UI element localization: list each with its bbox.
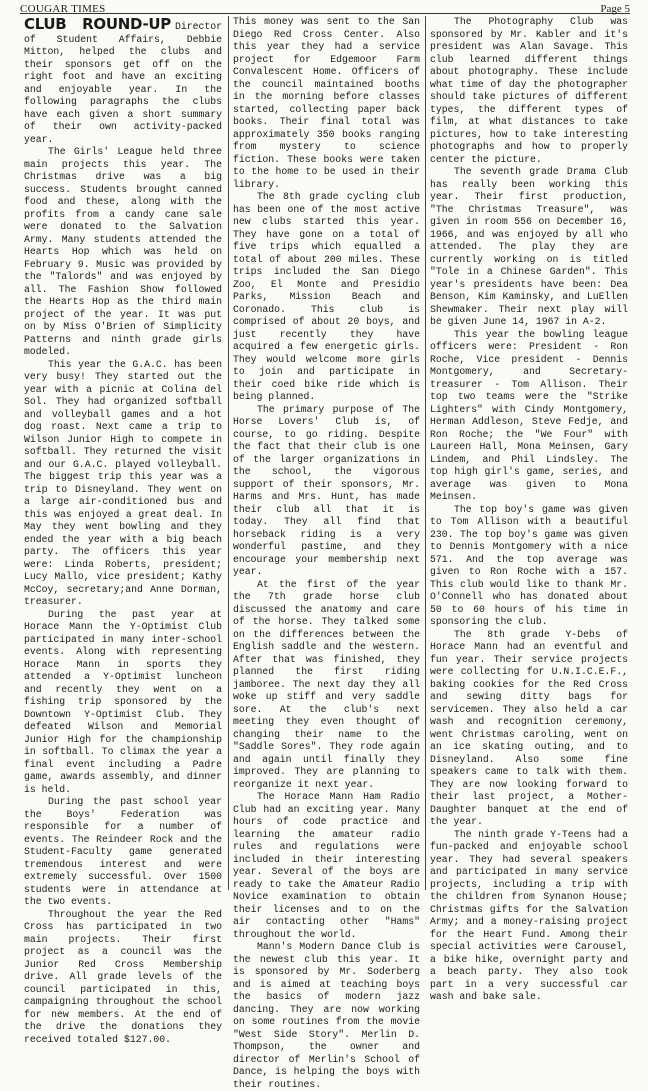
article-paragraph: The top boy's game was given to Tom Allison with a beautiful 230. The top boy's game was given to Dennis Montgomery with a nice 571. And the top average was given to Ron Roche with a 157. This club would like to thank Mr. O'Connell who has donated about 50 to 60 hours of his time in sponsoring the club. bbox=[430, 503, 628, 627]
article-paragraph: At the first of the year the 7th grade horse club discussed the anatomy and care of the horse. They talked some on the differences between the English saddle and the western. After that was finished, they planned the first riding jamboree. The next day they all woke up stiff and very saddle sore. At the club's next meeting they even thought of changing their name to the "Saddle Sores". They rode again and again until finally they improved. They are planning to reorganize it next year. bbox=[233, 578, 420, 790]
article-paragraph: During the past year at Horace Mann the Y-Optimist Club participated in many inter-school events. Along with representing Horace Mann in sports they attended a Y-Optimist luncheon and recently they went on a fishing trip sponsored by the Downtown Y-Optimist Club. They defeated Wilson and Memorial Junior High for the championship in softball. To climax the year a final event including a Padre game, awards assembly, and dinner is held. bbox=[24, 608, 222, 795]
publication-name: COUGAR TIMES bbox=[20, 3, 106, 15]
article-paragraph: This year the bowling league officers were: President - Ron Roche, Vice president - Dennis Montgomery, and Secretary-treasurer - Tom Allison. Their top two teams were the "Strike Lighters" with Cindy Montgomery, Herman Addleson, Steve Fedje, and Ron Roche; the "We Four" with Laureen Hall, Mona Meinsen, Gary Lindem, and Phil Lindsley. The top high girl's game, series, and average was given to Mona Meinsen. bbox=[430, 328, 628, 502]
column-divider bbox=[228, 16, 229, 890]
article-paragraph: This money was sent to the San Diego Red Cross Center. Also this year they had a service project for Edgemoor Farm Convalescent Home. Officers of the council maintained booths in the morning before classes started, collecting paper back books. Their final total was approximately 350 books ranging from mystery to science fiction. These books were taken to the home to be used in their library. bbox=[233, 16, 420, 190]
article-column-1 bbox=[24, 15, 222, 1045]
article-paragraph bbox=[24, 16, 222, 146]
article-paragraph: The ninth grade Y-Teens had a fun-packed and enjoyable school year. They had several speakers and participated in many service projects, including a trip with the children from Synanon House; Christmas gifts for the Salvation Army; and a money-raising project for the Heart Fund. Among their special activities were Carousel, a bike hike, overnight party and a beach party. They also took part in a very successful car wash and bake sale. bbox=[430, 828, 628, 1002]
header-rule bbox=[20, 13, 630, 14]
article-paragraph: The Horace Mann Ham Radio Club had an exciting year. Many hours of code practice and learning the amateur radio rules and regulations were included in their interesting year. Several of the boys are ready to take the Amateur Radio Novice examination to obtain their licenses and to on the air contacting other "Hams" throughout the world. bbox=[233, 791, 420, 940]
column-divider bbox=[425, 16, 426, 890]
article-paragraph: The 8th grade Y-Debs of Horace Mann had an eventful and fun year. Their service projects were collecting for U.N.I.C.E.F., baking cookies for the Red Cross and sewing ditty bags for servicemen. They also held a car wash and recognition ceremony, went Christmas caroling, went on an ice skating outing, and to Disneyland. Also some fine speakers came to talk with them. They are now looking forward to their last project, a Mother-Daughter banquet at the end of the year. bbox=[430, 628, 628, 827]
article-column-2 bbox=[233, 16, 420, 1090]
article-paragraph: The Photography Club was sponsored by Mr. Kabler and it's president was Alan Savage. This club learned different things about photography. These include what time of day the photographer should take pictures of different types, the different types of film, at what distances to take pictures, how to take interesting photographs and how to properly center the picture. bbox=[430, 16, 628, 165]
page-number: Page 5 bbox=[600, 3, 630, 15]
article-title: CLUB ROUND-UP bbox=[24, 15, 171, 33]
article-paragraph: The 8th grade cycling club has been one of the most active new clubs started this year. They have gone on a total of five trips which equalled a total of about 200 miles. These trips included the San Diego Zoo, El Monte and Presidio Parks, Mission Beach and Coronado. This club is comprised of about 20 boys, and just recently they have acquired a few energetic girls. They would welcome more girls to join and participate in their coed bike ride which is being planned. bbox=[233, 191, 420, 402]
article-paragraph: The primary purpose of The Horse Lovers' Club is, of course, to go riding. Despite the fact that their club is one of the larger organizations in the school, the vigorous support of their sponsors, Mr. Harms and Mrs. Hunt, has made their club all that it is today. They all find that horseback riding is a very wonderful pastime, and they encourage your membership next year. bbox=[233, 403, 420, 577]
article-paragraph: Mann's Modern Dance Club is the newest club this year. It is sponsored by Mr. Soderberg and is aimed at teaching boys the basics of modern jazz dancing. They are now working on some routines from the movie "West Side Story". Merlin D. Thompson, the owner and director of Merlin's School of Dance, is helping the boys with their routines. bbox=[233, 941, 420, 1090]
article-column-3 bbox=[430, 16, 628, 1002]
article-paragraph: During the past school year the Boys' Federation was responsible for a number of events. The Reindeer Rock and the Student-Faculty game generated tremendous interest and were extremely successful. Over 1500 students were in attendance at the two events. bbox=[24, 796, 222, 907]
article-paragraph: The seventh grade Drama Club has really been working this year. Their first production, "The Christmas Treasure", was given in room 556 on December 16, 1966, and was enjoyed by all who attended. The play they are currently working on is titled "Tole in a Chinese Garden". This year's presidents have been: Dea Benson, Kim Kaminsky, and LuEllen Shewmaker. Their next play will be given June 14, 1967 in A-2. bbox=[430, 166, 628, 327]
paragraph-text: Director of Student Affairs, Debbie Mitton, helped the clubs and their sponsors get off on the right foot and have an exciting and enjoyable year. In the following paragraphs the clubs have each given a short summary of their own activity-packed year. bbox=[24, 21, 222, 145]
article-paragraph: The Girls' League held three main projects this year. The Christmas drive was a big success. Students brought canned food and these, along with the profits from a candy cane sale were donated to the Salvation Army. Many students attended the Hearts Hop which was held on February 9. Music was provided by the "Talords" and was enjoyed by all. The Fashion Show followed the Hearts Hop as the third main project of the year. It was put on by Miss O'Brien of Simplicity Patterns and ninth grade girls modeled. bbox=[24, 146, 222, 357]
article-paragraph: Throughout the year the Red Cross has participated in two main projects. Their first project as a council was the Junior Red Cross Membership drive. All grade levels of the council participated in this, campaigning throughout the school for new members. At the end of the drive the donations they received totaled $127.00. bbox=[24, 908, 222, 1045]
article-paragraph: This year the G.A.C. has been very busy! They started out the year with a picnic at Colina del Sol. They had organized softball and volleyball games and a hot dog roast. Next came a trip to Wilson Junior High to compete in softball. They returned the visit and our G.A.C. played volleyball. The biggest trip this year was a trip to Disneyland. They went on a large air-conditioned bus and this was enjoyed a great deal. In May they went bowling and they ended the year with a big beach party. The officers this year were: Linda Roberts, president; Lucy Mallo, vice president; Kathy McCoy, secretary;and Anne Dorman, treasurer. bbox=[24, 358, 222, 607]
